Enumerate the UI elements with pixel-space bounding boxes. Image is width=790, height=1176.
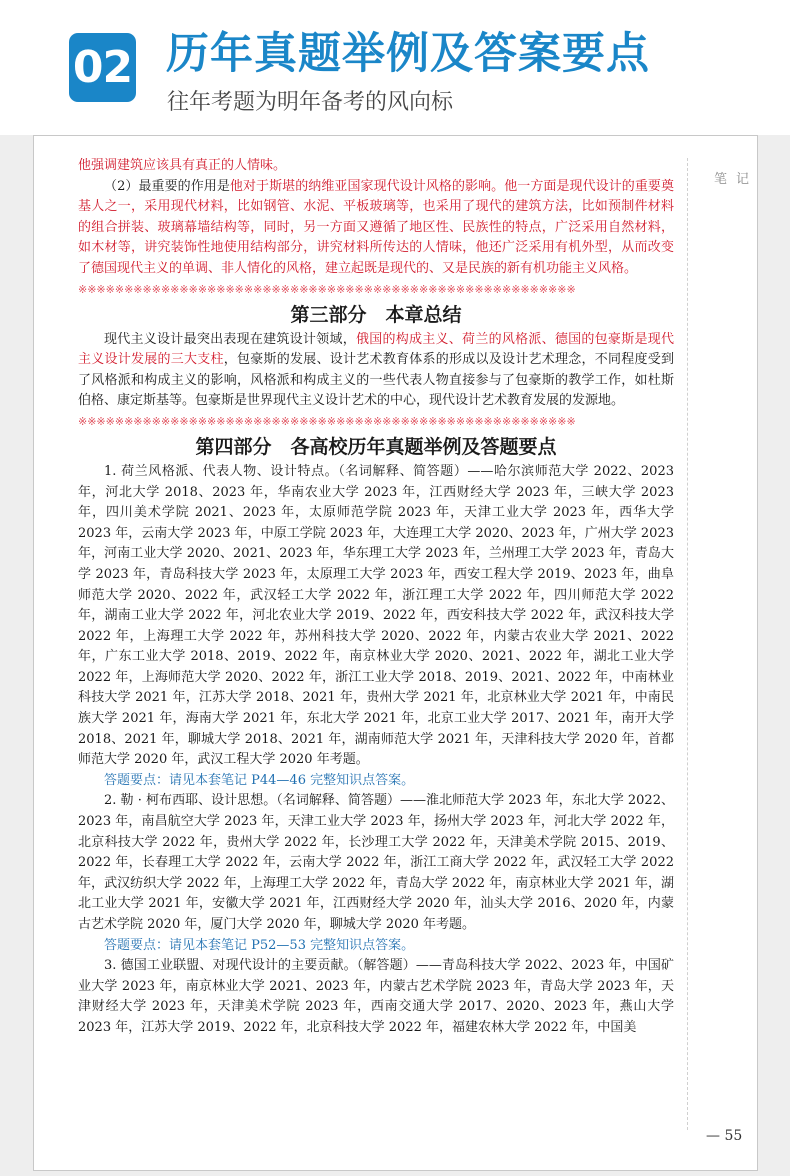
- intro-line: 他强调建筑应该具有真正的人情味。: [78, 158, 287, 173]
- point-2-body: 他对于斯堪的纳维亚国家现代设计风格的影响。他一方面是现代设计的重要奠基人之一，采用现代材料，比如钢管、水泥、平板玻璃等，也采用了现代的建筑方法，比如预制件材料的组合拼装、玻璃幕墙结构等，同时，另一方面又遵循了地区性、民族性的特点，广泛采用自然材料，如木材等，讲究装饰性地使用结构部分，讲究材料所传达的人情味，他还广泛采用有机外型，从而改变了德国现代主义的单调、非人情化的风格，建立起既是现代的、又是民族的新有机功能主义风格。: [78, 178, 674, 276]
- part-4-title: 第四部分 各高校历年真题举例及答题要点: [195, 435, 557, 458]
- book-page: [33, 135, 758, 1171]
- section-title: 历年真题举例及答案要点: [166, 29, 650, 79]
- question-3: 3. 德国工业联盟、对现代设计的主要贡献。（解答题）——青岛科技大学 2022、2023 年，中国矿业大学 2023 年，南京林业大学 2021、2023 年，内蒙古艺术学院 2023 年，青岛大学 2023 年，天津财经大学 2023 年，天津美术学院 2023 年，西南交通大学 2017、2020、2023 年，燕山大学 2023 年，江苏大学 2019、2022 年，北京科技大学 2022 年，福建农林大学 2022 年，中国美: [78, 958, 674, 1035]
- chapter-header: [0, 0, 790, 135]
- summary-text-a: 现代主义设计最突出表现在建筑设计领域，: [104, 331, 356, 347]
- part-3-title: 第三部分 本章总结: [290, 303, 462, 326]
- section-subtitle: 往年考题为明年备考的风向标: [167, 90, 454, 115]
- point-2-prefix: （2）最重要的作用是: [104, 178, 230, 194]
- margin-divider: [687, 158, 688, 1130]
- summary-text-b: ，包豪斯的发展、设计艺术教育体系的形成以及设计艺术理念，不同程度受到了风格派和构成主义的影响，风格派和构成主义的一些代表人物直接参与了包豪斯的教学工作，如杜斯伯格、康定斯基等。包豪斯是世界现代主义设计艺术的中心，现代设计艺术教育发展的发源地。: [78, 352, 674, 409]
- answer-hint-2: 答题要点：请见本套笔记 P52—53 完整知识点答案。: [104, 937, 415, 953]
- section-number-badge: 02: [69, 33, 136, 102]
- section-divider: ※※※※※※※※※※※※※※※※※※※※※※※※※※※※※※※※※※※※※※※※※※※※※※※※※※※※※※: [78, 282, 576, 296]
- notes-margin-label: 笔记: [714, 172, 759, 187]
- point-2-paragraph: [78, 177, 674, 280]
- question-1: 1. 荷兰风格派、代表人物、设计特点。（名词解释、简答题）——哈尔滨师范大学 2022、2023 年，河北大学 2018、2023 年，华南农业大学 2023 年，江西财经大学 2023 年，三峡大学 2023 年，四川美术学院 2021、2023 年，太原师范学院 2023 年，天津工业大学 2023 年，西华大学 2023 年，云南大学 2023 年，中原工学院 2023 年，大连理工大学 2020、2023 年，广州大学 2023 年，河南工业大学 2020、2021、2023 年，华东理工大学 2023 年，兰州理工大学 2023 年，青岛大学 2023 年，青岛科技大学 2023 年，太原理工大学 2023 年，西安工程大学 2019、2023 年，曲阜师范大学 2020、2022 年，武汉轻工大学 2022 年，浙江理工大学 2022 年，四川师范大学 2022 年，湖南工业大学 2022 年，河北农业大学 2019、2022 年，西安科技大学 2022 年，武汉科技大学 2022 年，上海理工大学 2022 年，苏州科技大学 2020、2022 年，内蒙古农业大学 2021、2022 年，广东工业大学 2018、2019、2022 年，南京林业大学 2020、2021、2022 年，湖北工业大学 2022 年，上海师范大学 2020、2022 年，浙江工业大学 2018、2019、2021、2022 年，中南林业科技大学 2021 年，江苏大学 2018、2021 年，贵州大学 2021 年，北京林业大学 2021 年，中南民族大学 2021 年，海南大学 2021 年，东北大学 2021 年，北京工业大学 2017、2021 年，南开大学 2018、2021 年，聊城大学 2018、2021 年，湖南师范大学 2021 年，天津科技大学 2020 年，首都师范大学 2020 年，武汉工程大学 2020 年考题。: [78, 463, 674, 768]
- answer-hint-1: 答题要点：请见本套笔记 P44—46 完整知识点答案。: [104, 772, 415, 788]
- question-2: 2. 勒 · 柯布西耶、设计思想。（名词解释、简答题）——淮北师范大学 2023 年，东北大学 2022、2023 年，南昌航空大学 2023 年，天津工业大学 2023 年，扬州大学 2023 年，河北大学 2022 年，北京科技大学 2022 年，贵州大学 2022 年，长沙理工大学 2022 年，天津美术学院 2015、2019、2022 年，长春理工大学 2022 年，云南大学 2022 年，浙江工商大学 2022 年，武汉轻工大学 2022 年，武汉纺织大学 2022 年，上海理工大学 2022 年，青岛大学 2022 年，南京林业大学 2021 年，湖北工业大学 2021 年，安徽大学 2021 年，江西财经大学 2020 年，汕头大学 2016、2020 年，内蒙古艺术学院 2020 年，厦门大学 2020 年，聊城大学 2020 年考题。: [78, 793, 674, 932]
- page-number: — 55: [706, 1128, 743, 1144]
- page-content: [78, 156, 674, 1039]
- summary-highlight: 俄国的构成主义、荷兰的风格派、德国的包豪斯是现代主义设计发展的三大支柱: [78, 331, 674, 368]
- section-divider: ※※※※※※※※※※※※※※※※※※※※※※※※※※※※※※※※※※※※※※※※※※※※※※※※※※※※※※: [78, 414, 576, 428]
- part-3-summary: [78, 330, 674, 412]
